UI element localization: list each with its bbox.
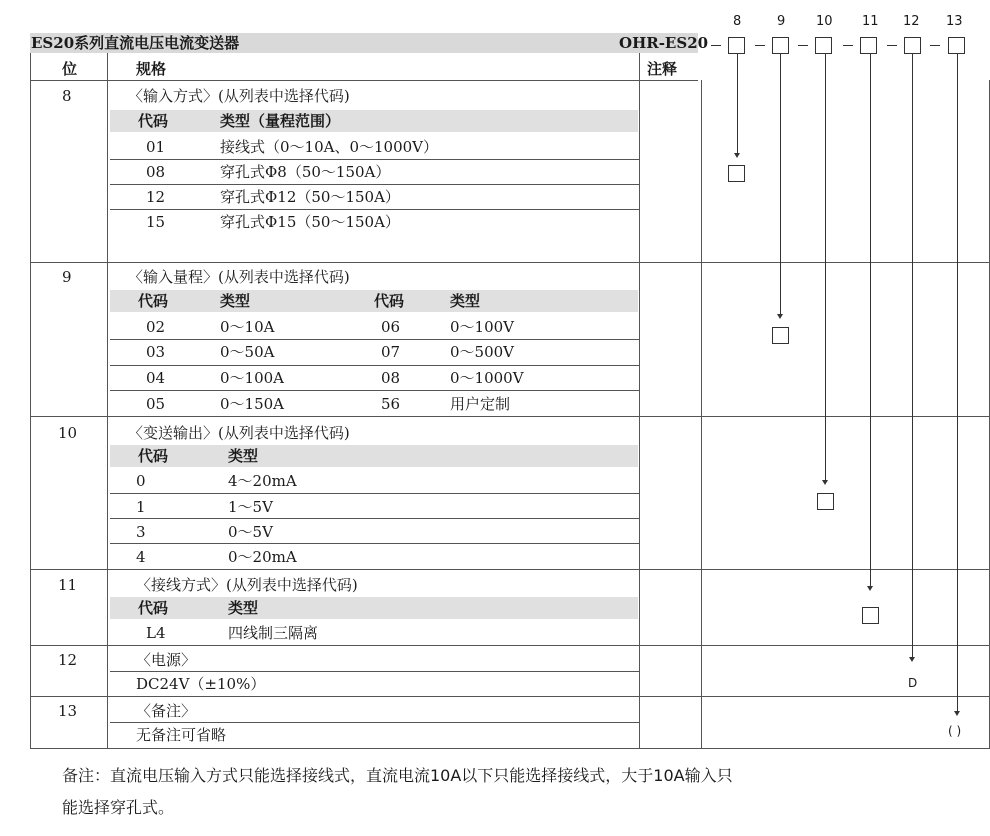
section-11-code: L4 [146,624,166,642]
code-box-13[interactable] [948,37,965,54]
arrow-down-icon [954,711,960,716]
section-9-type: 0～100A [220,369,285,387]
dash-separator [887,45,897,46]
dash-separator [843,45,853,46]
leader-line-8 [737,54,738,155]
section-8-code: 15 [146,213,166,231]
section-10-code: 3 [136,523,146,541]
grid-line [110,209,639,210]
section-9-type: 0～500V [450,343,515,361]
arrow-down-icon [822,480,828,485]
section-9-type: 0～1000V [450,369,524,387]
section-9-pos: 9 [62,268,72,286]
section-9-title: 〈输入量程〉(从列表中选择代码) [128,268,350,286]
section-9-type: 用户定制 [450,395,511,413]
section-9-code: 06 [381,318,401,336]
section-10-type: 0～20mA [228,548,297,566]
section-9-code: 04 [146,369,166,387]
model-code: OHR-ES20 [619,34,709,52]
section-8-header-band [110,110,638,132]
section-11-header-band [110,597,638,619]
section-13-pos: 13 [58,702,78,720]
product-title: ES20系列直流电压电流变送器 [31,34,240,52]
arrow-down-icon [867,586,873,591]
section-10-type: 0～5V [228,523,273,541]
section-10-code-header: 代码 [138,447,169,465]
section-10-type: 1～5V [228,498,273,516]
section-9-type: 0～10A [220,318,275,336]
section-9-code: 05 [146,395,166,413]
footnote-line-2: 能选择穿孔式。 [62,798,175,817]
code-box-12[interactable] [904,37,921,54]
grid-line [30,696,990,697]
column-spec-header: 规格 [136,60,167,78]
code-box-9[interactable] [772,37,789,54]
section-9-type-header: 类型 [220,292,251,310]
section-9-code: 02 [146,318,166,336]
section-9-code2-header: 代码 [374,292,405,310]
section-8-result-box[interactable] [728,165,745,182]
section-12-pos: 12 [58,651,78,669]
grid-line [701,80,702,749]
section-9-type: 0～100V [450,318,515,336]
grid-line [110,518,639,519]
grid-line [30,569,990,570]
leader-line-12 [912,54,913,658]
section-10-pos: 10 [58,424,78,442]
section-11-result-box[interactable] [862,607,879,624]
grid-line [110,390,639,391]
grid-line [30,416,990,417]
section-8-type: 接线式（0～10A、0～1000V） [220,138,439,156]
section-10-header-band [110,445,638,467]
grid-line [30,748,990,749]
grid-line [110,493,639,494]
grid-line [110,184,639,185]
grid-line [110,543,639,544]
section-8-type: 穿孔式Φ8（50～150A） [220,163,391,181]
section-9-code: 07 [381,343,401,361]
grid-line [30,80,698,81]
grid-line [30,262,990,263]
section-13-value: 无备注可省略 [136,726,227,744]
grid-line [110,365,639,366]
dash-separator [711,45,721,46]
section-8-code: 01 [146,138,166,156]
grid-line [110,339,639,340]
grid-line [30,645,990,646]
section-11-title: 〈接线方式〉(从列表中选择代码) [136,576,358,594]
code-box-8[interactable] [728,37,745,54]
dash-separator [930,45,940,46]
arrow-down-icon [909,657,915,662]
arrow-down-icon [734,153,740,158]
position-label-10: 10 [816,14,833,29]
section-9-code: 03 [146,343,166,361]
section-8-type: 穿孔式Φ15（50～150A） [220,213,400,231]
section-8-pos: 8 [62,87,72,105]
position-label-9: 9 [777,14,786,29]
section-9-code-header: 代码 [138,292,169,310]
section-8-code-header: 代码 [138,112,169,130]
section-11-code-header: 代码 [138,599,169,617]
section-9-type: 0～150A [220,395,285,413]
footnote-line-1: 备注：直流电压输入方式只能选择接线式，直流电流10A以下只能选择接线式，大于10A输入只 [62,766,733,785]
leader-line-11 [870,54,871,588]
section-10-code: 0 [136,472,146,490]
position-label-13: 13 [946,14,963,29]
section-8-title: 〈输入方式〉(从列表中选择代码) [128,87,350,105]
section-9-type: 0～50A [220,343,275,361]
section-9-code: 08 [381,369,401,387]
code-box-11[interactable] [860,37,877,54]
arrow-down-icon [777,314,783,319]
dash-separator [755,45,765,46]
position-label-8: 8 [733,14,742,29]
section-10-title: 〈变送输出〉(从列表中选择代码) [128,424,350,442]
position-label-11: 11 [862,14,879,29]
section-10-result-box[interactable] [817,493,834,510]
section-10-code: 1 [136,498,146,516]
grid-line [110,722,639,723]
leader-line-9 [780,54,781,316]
dash-separator [798,45,808,46]
section-13-title: 〈备注〉 [136,702,197,720]
code-box-10[interactable] [815,37,832,54]
section-9-code: 56 [381,395,401,413]
section-12-title: 〈电源〉 [136,651,197,669]
section-9-type2-header: 类型 [450,292,481,310]
grid-line [110,159,639,160]
section-10-type-header: 类型 [228,447,259,465]
section-11-type: 四线制三隔离 [228,624,319,642]
section-8-type: 穿孔式Φ12（50～150A） [220,188,400,206]
section-12-value: DC24V（±10%） [136,675,266,693]
section-13-result: ( ) [948,724,962,738]
section-9-result-box[interactable] [772,327,789,344]
leader-line-10 [825,54,826,482]
section-12-result: D [908,676,918,690]
leader-line-13 [957,54,958,712]
column-note-header: 注释 [647,60,678,78]
column-pos-header: 位 [62,60,78,78]
section-8-code: 12 [146,188,166,206]
grid-line [110,671,639,672]
section-11-pos: 11 [58,576,78,594]
section-10-code: 4 [136,548,146,566]
position-label-12: 12 [903,14,920,29]
section-8-type-header: 类型（量程范围） [220,112,341,130]
section-8-code: 08 [146,163,166,181]
section-10-type: 4～20mA [228,472,297,490]
section-11-type-header: 类型 [228,599,259,617]
